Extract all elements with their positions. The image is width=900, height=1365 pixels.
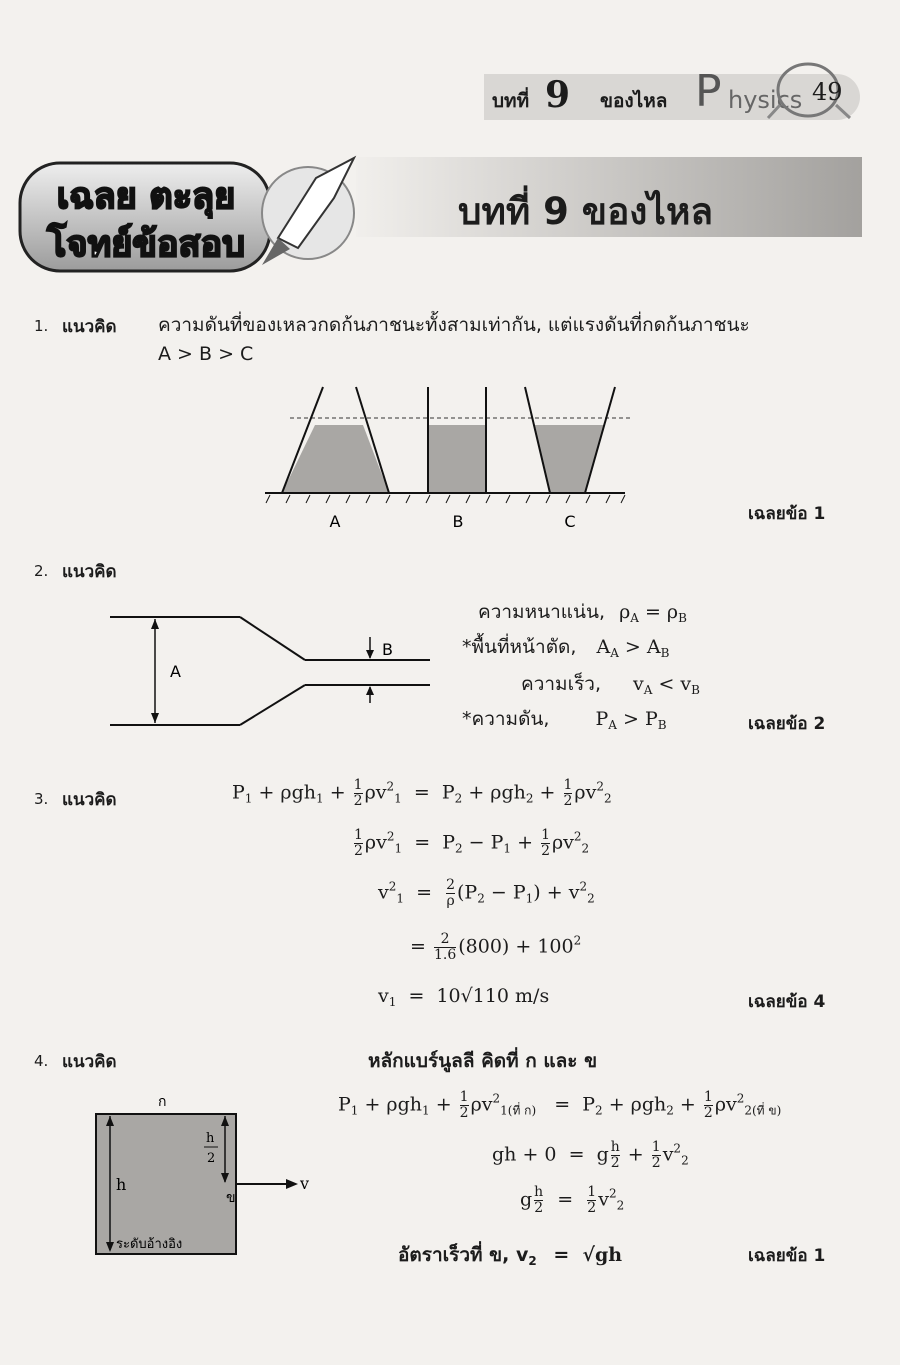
bernoulli-eq-4: = $\frac{2}{1.6}$ $(800) + 100^2$ bbox=[410, 931, 582, 963]
q3-number: 3. bbox=[34, 790, 49, 808]
tank-label-kh: ข bbox=[226, 1190, 236, 1206]
q4-tank-figure bbox=[88, 1090, 318, 1260]
q1-label: แนวคิด bbox=[62, 317, 117, 337]
point-kh-label: (ที่ ข) bbox=[752, 1103, 782, 1118]
brand-p: P bbox=[695, 66, 722, 117]
q4-number: 4. bbox=[34, 1052, 49, 1070]
density-row bbox=[478, 597, 687, 627]
q1-text-line2: A > B > C bbox=[158, 343, 254, 365]
speed-label: ความเร็ว, bbox=[521, 673, 601, 695]
q4-result-label: อัตราเร็วที่ ข, v bbox=[398, 1244, 529, 1266]
tank-label-k: ก bbox=[158, 1094, 167, 1110]
tank-half-h: h bbox=[206, 1131, 215, 1146]
tank-label-v: v bbox=[300, 1174, 310, 1193]
tank-label-h: h bbox=[116, 1175, 127, 1194]
area-eq: $A_A > A_B$ bbox=[596, 636, 670, 660]
bernoulli-tank-eq-1: $P_1 + \rho gh_1$ + $\frac{1}{2}$ $\rho v^2_{1(ที่ ก)} = P_2 + \rho gh_2$ + $\frac{1}{2}$ $\rho v^2_{2(ที่ ข)}$ bbox=[338, 1089, 782, 1121]
eq4-value: (800) + 100 bbox=[458, 935, 574, 958]
q1-number: 1. bbox=[34, 317, 49, 335]
header-chapter-word: บทที่ bbox=[492, 90, 530, 112]
q2-number: 2. bbox=[34, 562, 49, 580]
pipe-label-a: A bbox=[170, 662, 181, 681]
q3-label: แนวคิด bbox=[62, 790, 117, 810]
q1-answer: เฉลยข้อ 1 bbox=[748, 504, 826, 524]
chapter-title: บทที่ 9 ของไหล bbox=[458, 190, 714, 233]
area-label: *พื้นที่หน้าตัด, bbox=[462, 636, 577, 658]
page-number: 49 bbox=[812, 78, 843, 106]
q1-container-figure bbox=[260, 375, 640, 535]
q4-answer: เฉลยข้อ 1 bbox=[748, 1246, 826, 1266]
badge-logo bbox=[16, 153, 366, 278]
fig-label-c: C bbox=[564, 512, 576, 531]
bernoulli-eq-3: $v^2_1$ = $\frac{2}{\rho}$ $(P_2 - P_1) + v^2_2$ bbox=[378, 877, 595, 909]
q3-answer: เฉลยข้อ 4 bbox=[748, 992, 826, 1012]
header-chapter-number: 9 bbox=[545, 74, 571, 116]
header-chapter-name: ของไหล bbox=[600, 90, 668, 112]
area-row bbox=[462, 632, 669, 662]
q4-result-value: √gh bbox=[582, 1244, 623, 1266]
q4-result: อัตราเร็วที่ ข, $v_2 = √gh$ bbox=[398, 1244, 623, 1268]
density-eq: $\rho_A = \rho_B$ bbox=[619, 601, 687, 625]
q2-label: แนวคิด bbox=[62, 562, 117, 582]
bernoulli-eq-2: $\frac{1}{2}$ $\rho v^2_1 = P_2 - P_1$ + $\frac{1}{2}$ $\rho v^2_2$ bbox=[354, 827, 590, 859]
q2-answer: เฉลยข้อ 2 bbox=[748, 714, 826, 734]
brand-rest: hysics bbox=[728, 86, 803, 114]
badge-line1: เฉลย ตะลุย bbox=[56, 176, 236, 217]
q2-pipe-figure bbox=[100, 605, 440, 740]
v1-result: 10√110 m/s bbox=[436, 985, 550, 1007]
bernoulli-tank-eq-2: gh + 0 = g $\frac{h}{2}$ + $\frac{1}{2}$ $v^2_2$ bbox=[492, 1139, 689, 1171]
pressure-row bbox=[462, 704, 667, 734]
q4-intro: หลักแบร์นูลลี คิดที่ ก และ ข bbox=[368, 1050, 598, 1072]
fig-label-a: A bbox=[329, 512, 341, 531]
bernoulli-tank-eq-3: g $\frac{h}{2}$ = $\frac{1}{2}$ $v^2_2$ bbox=[520, 1184, 625, 1216]
badge-line2: โจทย์ข้อสอบ bbox=[47, 224, 245, 265]
pressure-eq: $P_A > P_B$ bbox=[595, 708, 667, 732]
tank-reference-label: ระดับอ้างอิง bbox=[116, 1237, 183, 1252]
fig-label-b: B bbox=[452, 512, 464, 531]
speed-eq: $v_A < v_B$ bbox=[633, 673, 700, 697]
q1-text-line1: ความดันที่ของเหลวกดก้นภาชนะทั้งสามเท่ากัน, แต่แรงดันที่กดก้นภาชนะ bbox=[158, 314, 750, 336]
pipe-label-b: B bbox=[382, 640, 393, 659]
tank-half-2: 2 bbox=[207, 1151, 216, 1166]
lightbulb-icon bbox=[760, 60, 860, 122]
bernoulli-eq-1: $P_1 + \rho gh_1$ + $\frac{1}{2}$ $\rho v^2_1 = P_2 + \rho gh_2$ + $\frac{1}{2}$ $\rho v^2_2$ bbox=[232, 777, 612, 809]
pressure-label: *ความดัน, bbox=[462, 708, 550, 730]
q4-label: แนวคิด bbox=[62, 1052, 117, 1072]
speed-row bbox=[521, 669, 700, 699]
bernoulli-eq-5: $v_1 = 10√110$ m/s bbox=[378, 985, 550, 1009]
point-k-label: (ที่ ก) bbox=[507, 1103, 537, 1118]
density-label: ความหนาแน่น, bbox=[478, 601, 606, 623]
